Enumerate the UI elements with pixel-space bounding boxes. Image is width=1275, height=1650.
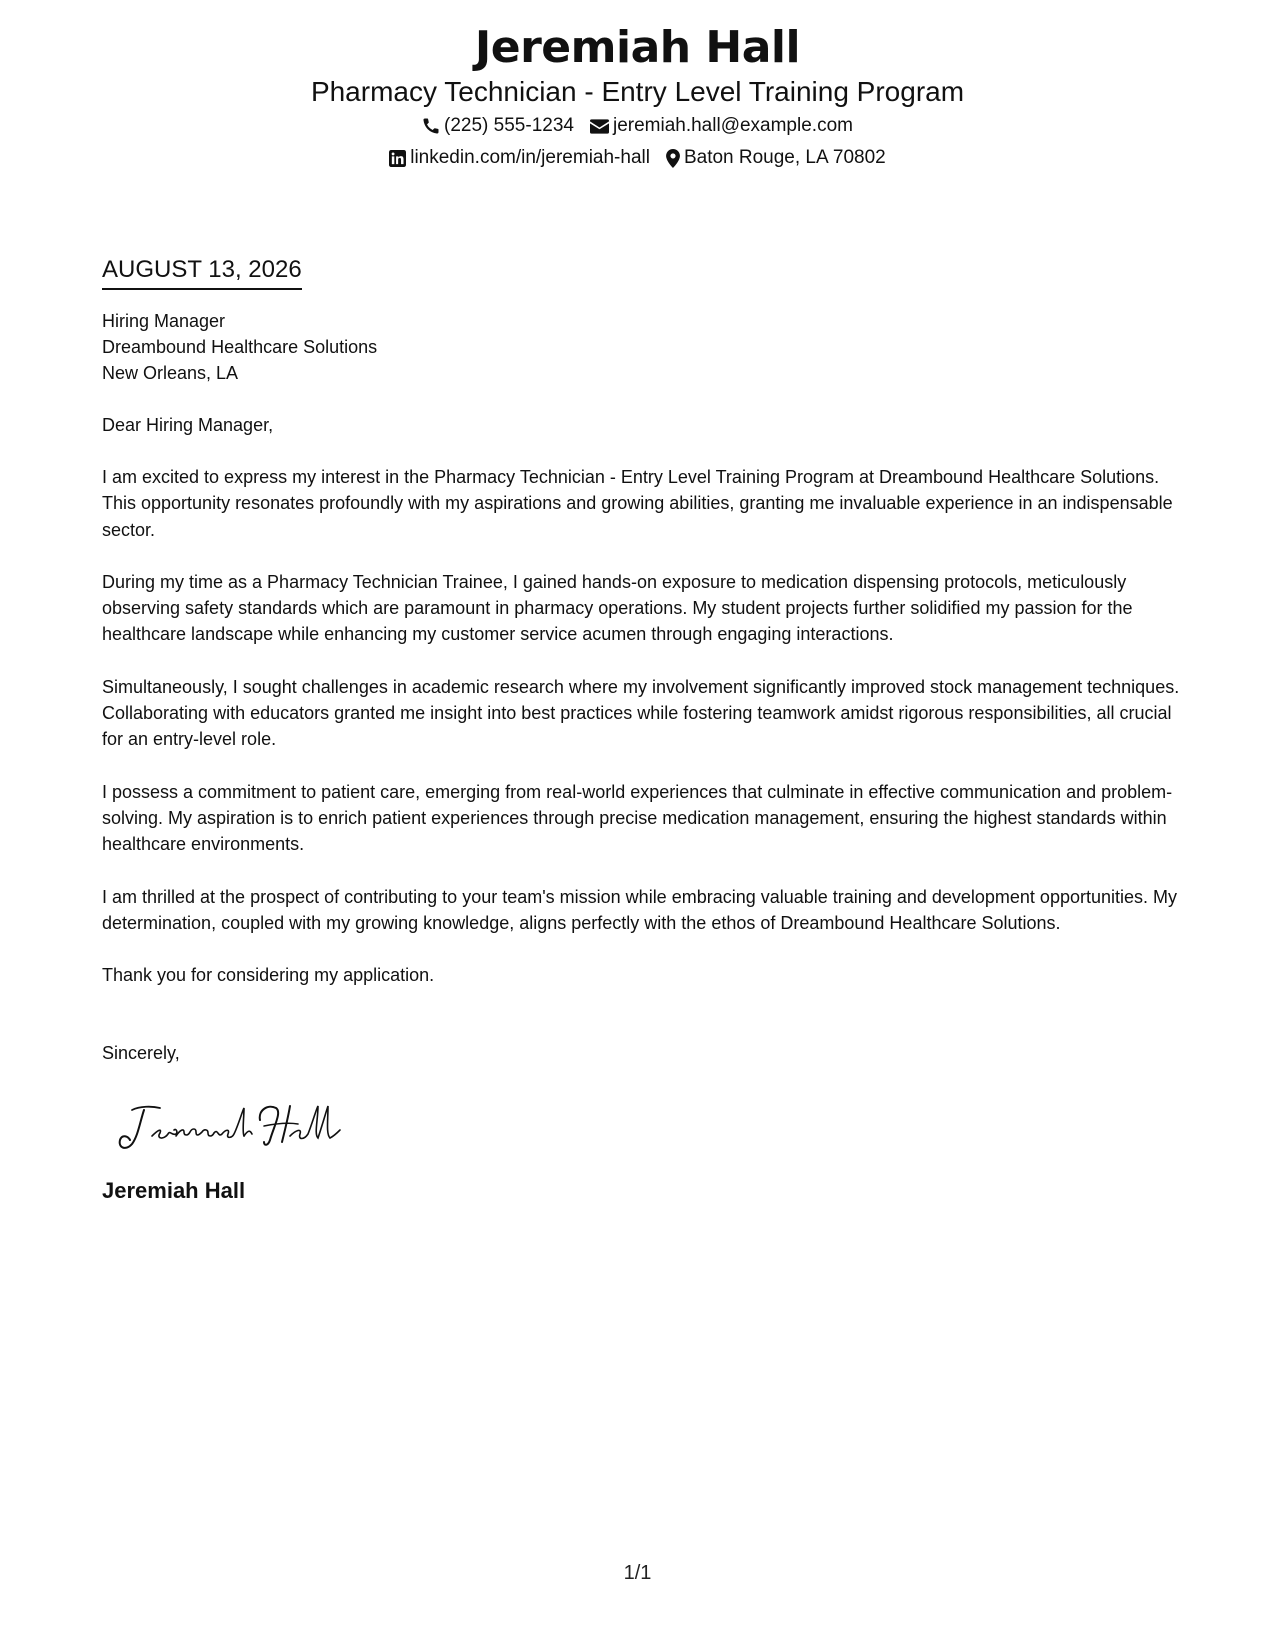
letter-body [102, 255, 1182, 1205]
page-number: 1/1 [623, 1562, 652, 1584]
salutation: Dear Hiring Manager, [102, 415, 274, 435]
location-text: Baton Rouge, LA 70802 [683, 147, 886, 168]
linkedin-url[interactable]: linkedin.com/in/jeremiah-hall [410, 147, 650, 168]
contact-phone [422, 114, 574, 138]
phone-icon [422, 117, 440, 135]
recipient-title: Hiring Manager [102, 311, 226, 331]
envelope-icon [590, 119, 609, 134]
recipient-block [102, 308, 1182, 386]
applicant-name: Jeremiah Hall [474, 22, 801, 73]
contact-line-primary [0, 114, 1275, 138]
handwritten-signature [114, 1096, 354, 1156]
contact-email[interactable] [590, 114, 853, 138]
letter-date: AUGUST 13, 2026 [102, 255, 302, 290]
phone-number: (225) 555-1234 [444, 115, 574, 136]
body-paragraph: I am excited to express my interest in the Pharmacy Technician - Entry Level Training Program at Dreambound Healthcare Solutions. This opportunity resonates profoundly with my aspirations and growing abilities, granting me invaluable experience in an indispensable sector. [102, 467, 1173, 540]
contact-line-secondary [0, 146, 1275, 170]
recipient-company: Dreambound Healthcare Solutions [102, 337, 378, 357]
signer-name: Jeremiah Hall [102, 1178, 246, 1204]
body-paragraph: Thank you for considering my application. [102, 965, 435, 986]
body-paragraph: Simultaneously, I sought challenges in academic research where my involvement significantly improved stock management techniques. Collaborating with educators granted me insight into best practices while fostering teamwork amidst rigorous responsibilities, all crucial for an entry-level role. [102, 676, 1180, 750]
body-paragraph: I am thrilled at the prospect of contributing to your team's mission while embracing valuable training and development opportunities. My determination, coupled with my growing knowledge, aligns perfectly with the ethos of Dreambound Healthcare Solutions. [102, 886, 1177, 933]
recipient-location: New Orleans, LA [102, 363, 239, 383]
contact-linkedin[interactable] [389, 146, 650, 170]
closing: Sincerely, [102, 1043, 180, 1064]
linkedin-icon [389, 150, 406, 167]
letter-header [0, 22, 1275, 170]
map-pin-icon [666, 149, 680, 168]
body-paragraph: During my time as a Pharmacy Technician Trainee, I gained hands-on exposure to medication dispensing protocols, meticulously observing safety standards which are paramount in pharmacy operations. My student projects further solidified my passion for the healthcare landscape while enhancing my customer service acumen through engaging interactions. [102, 571, 1133, 645]
email-address[interactable]: jeremiah.hall@example.com [612, 115, 853, 136]
job-title: Pharmacy Technician - Entry Level Training Program [310, 76, 965, 107]
contact-location [666, 146, 886, 170]
body-paragraph: I possess a commitment to patient care, emerging from real-world experiences that culminate in effective communication and problem-solving. My aspiration is to enrich patient experiences through precise medication management, ensuring the highest standards within healthcare environments. [102, 781, 1173, 855]
